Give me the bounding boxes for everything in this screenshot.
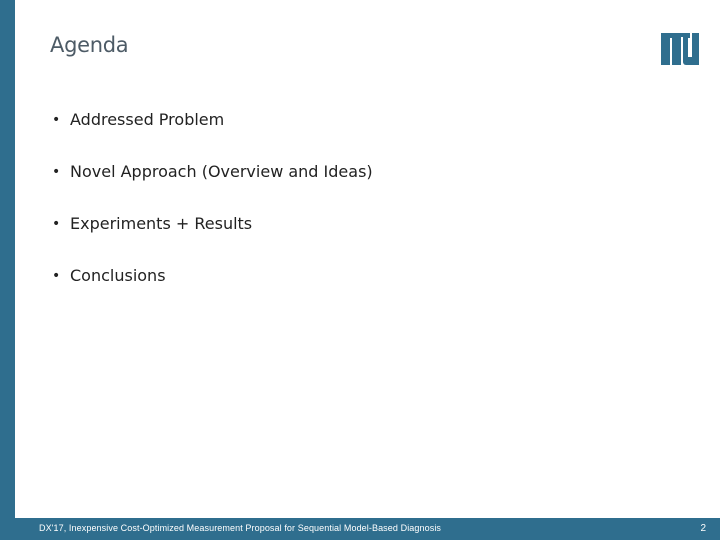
agenda-item-label: Experiments + Results <box>70 214 253 233</box>
slide-title: Agenda <box>50 33 129 57</box>
agenda-item <box>52 265 373 317</box>
agenda-list <box>52 109 373 317</box>
agenda-item-label: Conclusions <box>70 266 166 285</box>
footer-text: DX'17, Inexpensive Cost-Optimized Measurement Proposal for Sequential Model-Based Diagnosis <box>39 523 442 533</box>
agenda-item <box>52 213 373 265</box>
bullet: • <box>52 112 61 128</box>
page-number: 2 <box>700 523 706 534</box>
agenda-item-label: Novel Approach (Overview and Ideas) <box>70 162 373 181</box>
bullet: • <box>52 216 61 232</box>
agenda-item <box>52 161 373 213</box>
footer-bar <box>15 518 720 540</box>
bullet: • <box>52 164 61 180</box>
bullet: • <box>52 268 61 284</box>
agenda-item-label: Addressed Problem <box>70 110 225 129</box>
agenda-item <box>52 109 373 161</box>
university-logo-icon <box>661 33 699 65</box>
left-accent-bar <box>0 0 15 540</box>
